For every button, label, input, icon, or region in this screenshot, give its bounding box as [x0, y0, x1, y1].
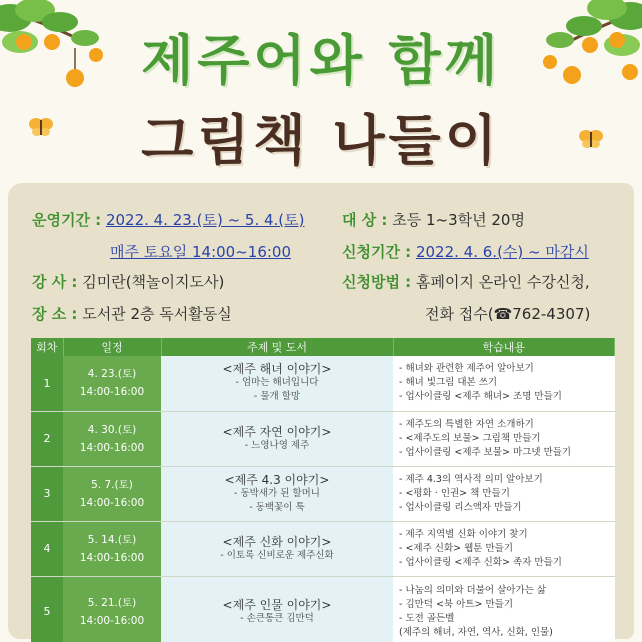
session-number: 4 [31, 521, 63, 576]
period-time-row [110, 241, 291, 262]
learning-item: - 제주 4.3의 역사적 의미 알아보기 [399, 473, 543, 485]
topic-title: <제주 4.3 이야기> [224, 472, 330, 487]
session-time: 14:00-16:00 [79, 496, 145, 509]
header-num: 회차 [31, 338, 63, 356]
session-day: 5. 7.(토) [91, 478, 133, 491]
apply-method-row [342, 271, 590, 292]
topic-book: - 물개 할망 [253, 391, 301, 403]
apply-period-row [342, 241, 589, 262]
header-learn: 학습내용 [393, 338, 615, 356]
topic-book: - 손큰통큰 김만덕 [240, 612, 314, 624]
learning-item: - 김만덕 <북 아트> 만들기 [399, 598, 514, 610]
target-row [342, 209, 525, 230]
session-number: 3 [31, 466, 63, 521]
session-date [63, 521, 161, 576]
period-value: 2022. 4. 23.(토) ~ 5. 4.(토) [105, 211, 305, 229]
header-date: 일정 [63, 338, 161, 356]
session-learning [393, 576, 615, 642]
learning-item: - 제주 지역별 신화 이야기 찾기 [399, 528, 528, 540]
title-line-2: 그림책 나들이 [141, 109, 501, 172]
session-day: 5. 21.(토) [87, 596, 137, 609]
session-topic [161, 521, 393, 576]
session-topic [161, 466, 393, 521]
table-row [31, 521, 615, 576]
session-number: 1 [31, 356, 63, 411]
session-learning [393, 356, 615, 411]
learning-item: - 해녀 빛그림 대본 쓰기 [399, 377, 498, 389]
table-row [31, 356, 615, 411]
schedule-table [31, 338, 615, 642]
topic-book: - 동백꽃이 툭 [249, 501, 305, 513]
topic-book: - 엄마는 해녀입니다 [235, 377, 319, 389]
session-time: 14:00-16:00 [79, 386, 145, 399]
apply-method-label: 신청방법 : [342, 273, 412, 291]
session-number: 2 [31, 411, 63, 466]
header-topic: 주제 및 도서 [161, 338, 393, 356]
lecturer-row [32, 271, 224, 292]
learning-item: - 제주도의 특별한 자연 소개하기 [399, 418, 534, 430]
learning-item: - 해녀와 관련한 제주어 알아보기 [399, 363, 534, 375]
table-row [31, 576, 615, 642]
butterfly-icon [578, 128, 604, 150]
session-date [63, 466, 161, 521]
period-label: 운영기간 : [32, 211, 102, 229]
session-day: 5. 14.(토) [87, 533, 137, 546]
topic-book: - 이토록 신비로운 제주신화 [220, 549, 334, 561]
session-topic [161, 356, 393, 411]
learning-item: (제주의 해녀, 자연, 역사, 신화, 인물) [399, 626, 553, 638]
session-learning [393, 466, 615, 521]
topic-title: <제주 해녀 이야기> [222, 362, 332, 377]
period-time: 매주 토요일 14:00~16:00 [110, 243, 292, 261]
session-topic [161, 411, 393, 466]
topic-book: - 느영나영 제주 [244, 439, 310, 451]
apply-period-value: 2022. 4. 6.(수) ~ 마감시 [415, 243, 589, 261]
session-learning [393, 411, 615, 466]
table-row [31, 466, 615, 521]
learning-item: - 업사이클링 리스액자 만들기 [399, 501, 522, 513]
session-date [63, 576, 161, 642]
apply-period-label: 신청기간 : [342, 243, 412, 261]
place-value: 도서관 2층 독서활동실 [82, 305, 232, 323]
apply-method-row-2 [425, 303, 590, 324]
place-row [32, 303, 232, 324]
topic-book: - 동박새가 된 할머니 [234, 487, 320, 499]
period-row [32, 209, 305, 230]
session-day: 4. 30.(토) [87, 423, 137, 436]
session-date [63, 356, 161, 411]
table-header-row [31, 338, 615, 356]
session-date [63, 411, 161, 466]
learning-item: - <평화 · 인권> 책 만들기 [399, 487, 510, 499]
learning-item: - 업사이클링 <제주 보물> 마그넷 만들기 [399, 446, 572, 458]
place-label: 장 소 : [32, 305, 78, 323]
lecturer-value: 김미란(책놀이지도사) [82, 273, 225, 291]
session-day: 4. 23.(토) [87, 368, 137, 381]
topic-title: <제주 신화 이야기> [222, 534, 332, 549]
session-time: 14:00-16:00 [79, 614, 145, 627]
table-row [31, 411, 615, 466]
program-info [14, 205, 634, 325]
topic-title: <제주 인물 이야기> [222, 597, 332, 612]
learning-item: - 나눔의 의미와 더불어 살아가는 삶 [399, 584, 547, 596]
target-value: 초등 1~3학년 20명 [392, 211, 525, 229]
topic-title: <제주 자연 이야기> [222, 424, 332, 439]
session-number: 5 [31, 576, 63, 642]
learning-item: - 도전 골든벨 [399, 612, 455, 624]
learning-item: - 업사이클링 <제주 해녀> 조명 만들기 [399, 391, 562, 403]
target-label: 대 상 : [342, 211, 388, 229]
session-time: 14:00-16:00 [79, 441, 145, 454]
apply-method-value-2: 전화 접수(☎762-4307) [425, 305, 591, 323]
learning-item: - <제주도의 보물> 그림책 만들기 [399, 432, 541, 444]
session-time: 14:00-16:00 [79, 551, 145, 564]
learning-item: - 업사이클링 <제주 신화> 족자 만들기 [399, 556, 562, 568]
session-topic [161, 576, 393, 642]
session-learning [393, 521, 615, 576]
title-line-1: 제주어와 함께 [141, 29, 501, 92]
learning-item: - <제주 신화> 웹툰 만들기 [399, 542, 514, 554]
apply-method-value-1: 홈페이지 온라인 수강신청, [415, 273, 590, 291]
butterfly-icon [28, 116, 54, 138]
lecturer-label: 강 사 : [32, 273, 78, 291]
